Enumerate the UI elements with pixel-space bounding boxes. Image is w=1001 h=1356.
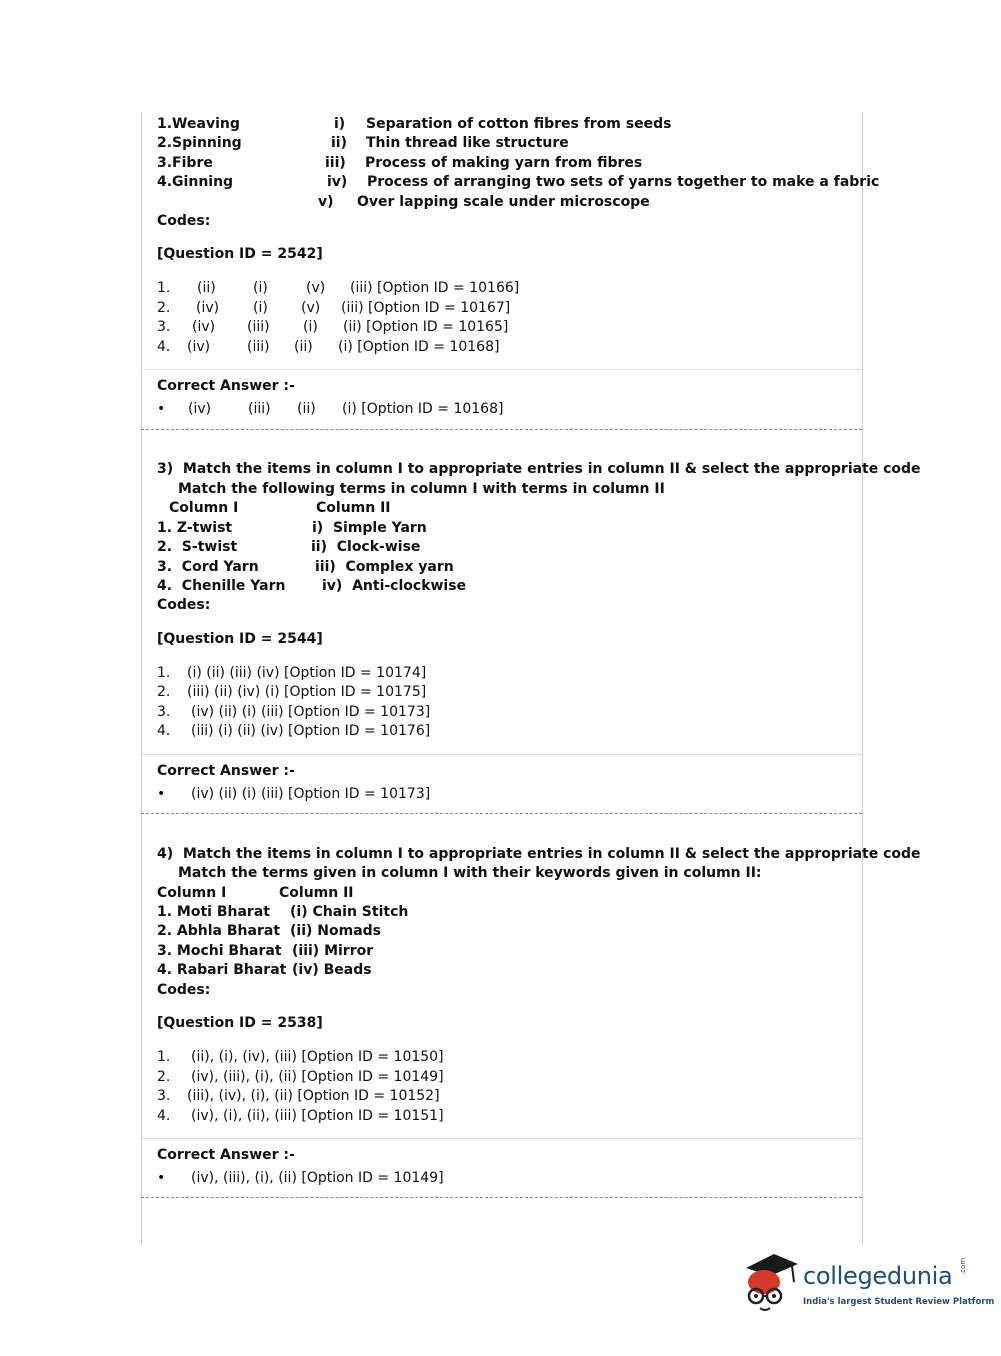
q2-option-2-c1: (iv) [196,300,220,316]
q4-col2-item-1: (i) Chain Stitch [290,904,409,920]
q2-option-1-num: 1. [157,280,171,296]
q4-col2-header: Column II [279,885,354,901]
q2-col2-text-5: Over lapping scale under microscope [357,194,650,210]
q2-col1-item-3: 3.Fibre [157,155,213,171]
q3-subtitle: Match the following terms in column I with terms in column II [178,481,665,497]
q4-correct-label: Correct Answer :- [157,1147,295,1163]
q4-col2-item-2: (ii) Nomads [290,923,381,939]
divider [141,1138,862,1139]
q2-option-2-c2: (i) [253,300,268,316]
q2-option-3-tail: (ii) [Option ID = 10165] [343,319,509,335]
q4-option-3-num: 3. [157,1088,171,1104]
q2-option-4-c3: (ii) [294,339,313,355]
q3-option-4-text: (iii) (i) (ii) (iv) [Option ID = 10176] [191,723,431,739]
q2-col1-item-2: 2.Spinning [157,135,242,151]
q2-col2-num-4: iv) [327,174,348,190]
q4-title: 4) Match the items in column I to appropriate entries in column II & select the appropriate code [157,846,921,862]
q2-option-3-c1: (iv) [192,319,216,335]
q2-option-1-c2: (i) [253,280,268,296]
mascot-icon [740,1250,800,1320]
q4-option-4-text: (iv), (i), (ii), (iii) [Option ID = 10151] [191,1108,444,1124]
q2-col2-num-1: i) [334,116,346,132]
bullet: • [157,1170,166,1186]
q2-col2-text-2: Thin thread like structure [366,135,569,151]
bullet: • [157,401,166,417]
q4-col2-item-3: (iii) Mirror [292,943,374,959]
q3-col2-item-4: iv) Anti-clockwise [322,578,467,594]
q4-col1-item-2: 2. Abhla Bharat [157,923,281,939]
q2-col2-num-5: v) [318,194,334,210]
brand-name: collegedunia [803,1262,953,1290]
q2-col1-item-4: 4.Ginning [157,174,234,190]
q3-col2-item-3: iii) Complex yarn [315,559,454,575]
q3-col1-item-2: 2. S-twist [157,539,238,555]
q2-col1-item-1: 1.Weaving [157,116,240,132]
q3-col2-item-1: i) Simple Yarn [312,520,427,536]
q4-col1-item-1: 1. Moti Bharat [157,904,270,920]
q2-option-4-c1: (iv) [187,339,211,355]
bullet: • [157,786,166,802]
q4-option-2-text: (iv), (iii), (i), (ii) [Option ID = 10149] [191,1069,444,1085]
q3-col2-item-2: ii) Clock-wise [311,539,421,555]
q2-option-4-c2: (iii) [247,339,270,355]
q4-col1-header: Column I [157,885,227,901]
q2-option-3-c2: (iii) [247,319,270,335]
q3-question-id: [Question ID = 2544] [157,631,323,647]
q2-option-4-tail: (i) [Option ID = 10168] [338,339,500,355]
dashed-separator [141,813,862,814]
dashed-separator [141,1197,862,1198]
q3-option-4-num: 4. [157,723,171,739]
q4-col2-item-4: (iv) Beads [292,962,372,978]
q3-correct-answer: (iv) (ii) (i) (iii) [Option ID = 10173] [191,786,431,802]
q3-col1-item-3: 3. Cord Yarn [157,559,259,575]
q4-option-3-text: (iii), (iv), (i), (ii) [Option ID = 10152] [187,1088,440,1104]
q2-option-2-c3: (v) [301,300,321,316]
q4-correct-answer: (iv), (iii), (i), (ii) [Option ID = 10149] [191,1170,444,1186]
q2-answer-c2: (iii) [248,401,271,417]
q2-answer-c1: (iv) [188,401,212,417]
q2-option-1-tail: (iii) [Option ID = 10166] [350,280,520,296]
q2-col2-text-1: Separation of cotton fibres from seeds [366,116,672,132]
q4-option-2-num: 2. [157,1069,171,1085]
q2-option-2-tail: (iii) [Option ID = 10167] [341,300,511,316]
q3-codes-label: Codes: [157,597,211,613]
q3-col1-header: Column I [169,500,239,516]
q3-option-3-text: (iv) (ii) (i) (iii) [Option ID = 10173] [191,704,431,720]
q2-option-3-num: 3. [157,319,171,335]
q2-answer-tail: (i) [Option ID = 10168] [342,401,504,417]
q3-option-1-num: 1. [157,665,171,681]
q2-col2-text-3: Process of making yarn from fibres [365,155,643,171]
q3-col1-item-4: 4. Chenille Yarn [157,578,286,594]
q4-subtitle: Match the terms given in column I with their keywords given in column II: [178,865,762,881]
q2-question-id: [Question ID = 2542] [157,246,323,262]
q2-col2-text-4: Process of arranging two sets of yarns together to make a fabric [367,174,880,190]
q2-option-4-num: 4. [157,339,171,355]
q4-option-1-num: 1. [157,1049,171,1065]
q2-col2-num-3: iii) [325,155,346,171]
q3-title: 3) Match the items in column I to appropriate entries in column II & select the appropriate code [157,461,921,477]
q4-question-id: [Question ID = 2538] [157,1015,323,1031]
q3-option-3-num: 3. [157,704,171,720]
q2-codes-label: Codes: [157,213,211,229]
q3-correct-label: Correct Answer :- [157,763,295,779]
q2-option-3-c3: (i) [303,319,318,335]
q2-col2-num-2: ii) [331,135,347,151]
q4-codes-label: Codes: [157,982,211,998]
divider [141,754,862,755]
brand-dotcom: .com [959,1257,967,1275]
q3-col1-item-1: 1. Z-twist [157,520,233,536]
q3-option-2-num: 2. [157,684,171,700]
q4-col1-item-3: 3. Mochi Bharat [157,943,282,959]
q4-option-4-num: 4. [157,1108,171,1124]
q2-option-1-c3: (v) [306,280,326,296]
brand-tagline: India's largest Student Review Platform [803,1297,995,1307]
q3-option-1-text: (i) (ii) (iii) (iv) [Option ID = 10174] [187,665,427,681]
q3-col2-header: Column II [316,500,391,516]
q2-answer-c3: (ii) [297,401,316,417]
divider [141,369,862,370]
q2-option-1-c1: (ii) [197,280,216,296]
dashed-separator [141,429,862,430]
q3-option-2-text: (iii) (ii) (iv) (i) [Option ID = 10175] [187,684,427,700]
q2-correct-label: Correct Answer :- [157,378,295,394]
q2-option-2-num: 2. [157,300,171,316]
q4-col1-item-4: 4. Rabari Bharat [157,962,287,978]
q4-option-1-text: (ii), (i), (iv), (iii) [Option ID = 10150] [191,1049,444,1065]
